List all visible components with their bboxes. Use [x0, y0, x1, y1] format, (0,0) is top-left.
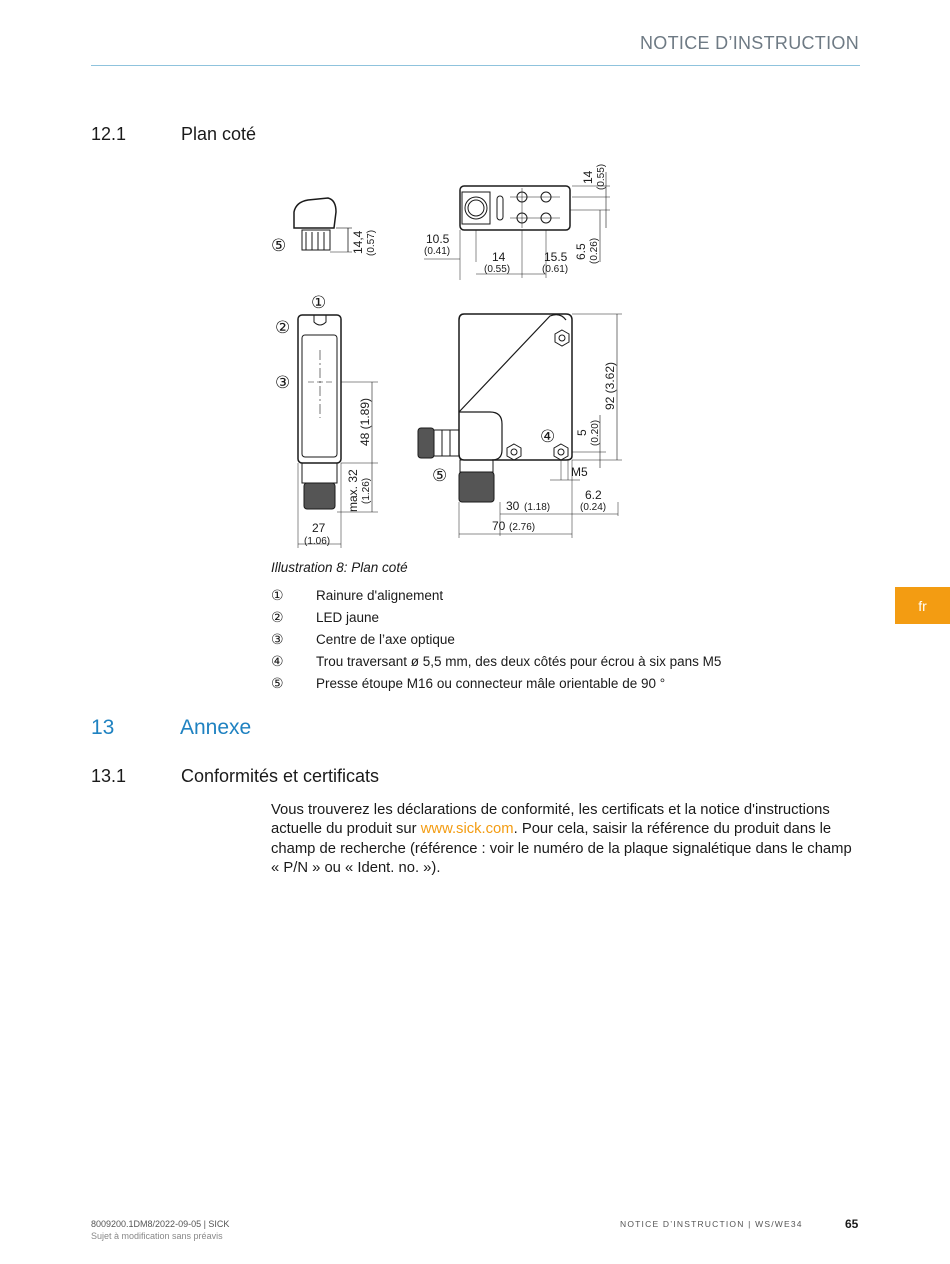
dim-m5: M5: [571, 465, 588, 479]
footer-center: NOTICE D’INSTRUCTION | WS/WE34: [620, 1219, 803, 1229]
dim-1-26: (1.26): [361, 477, 372, 504]
dim-14-top: 14: [581, 170, 595, 184]
page-number: 65: [845, 1217, 859, 1231]
sick-website-link[interactable]: www.sick.com: [420, 821, 514, 838]
legend-text: Rainure d'alignement: [316, 587, 444, 603]
legend-item: [271, 650, 721, 672]
dim-0-41: (0.41): [424, 246, 451, 257]
paragraph-text-end: . Pour cela, saisir la référence du produit dans le champ de recherche (référence : voir le numéro de la plaque signalétique dans le champ « P/N » ou « Ident. no. »).: [271, 821, 852, 876]
section-title-13-1: Conformités et certificats: [181, 766, 380, 786]
dim-0-20: (0.20): [590, 419, 601, 446]
section-number-13: 13: [91, 716, 115, 739]
dim-1-18: (1.18): [524, 502, 551, 513]
header-divider: [91, 65, 860, 66]
figure-caption: Illustration 8: Plan coté: [271, 560, 408, 575]
callout-3: ③: [275, 373, 291, 392]
dim-15-5: 15.5: [544, 250, 568, 264]
legend-item: [271, 606, 721, 628]
section-title-13: Annexe: [180, 716, 252, 739]
legend-item: [271, 628, 721, 650]
legend-text: Trou traversant ø 5,5 mm, des deux côtés pour écrou à six pans M5: [316, 653, 722, 669]
legend-number: ①: [271, 586, 284, 603]
dim-2-76: (2.76): [509, 522, 536, 533]
legend-text: Centre de l’axe optique: [316, 631, 455, 647]
dim-30: 30: [506, 499, 520, 513]
legend-item: [271, 584, 721, 606]
section-number-12-1: 12.1: [91, 124, 127, 144]
dim-70: 70: [492, 519, 506, 533]
callout-5-side: ⑤: [432, 466, 448, 485]
conformity-paragraph: [271, 801, 856, 878]
dimension-drawing: [260, 150, 660, 555]
figure-legend: [271, 584, 721, 694]
dim-0-26: (0.26): [589, 237, 600, 264]
dim-10-5: 10.5: [426, 232, 450, 246]
dim-14-bottom: 14: [492, 250, 506, 264]
dim-48: 48 (1.89): [358, 397, 372, 446]
callout-5-connector: ⑤: [271, 236, 287, 255]
footer-left: [91, 1218, 229, 1242]
callout-4: ④: [540, 427, 556, 446]
dim-max-32: max. 32: [346, 469, 360, 512]
callout-2: ②: [275, 318, 291, 337]
dim-0-24: (0.24): [580, 502, 607, 513]
legend-number: ③: [271, 630, 284, 647]
dim-1-06: (1.06): [304, 536, 331, 547]
legend-text: Presse étoupe M16 ou connecteur mâle orientable de 90 °: [316, 675, 666, 691]
legend-item: [271, 672, 721, 694]
dim-6-2: 6.2: [585, 488, 602, 502]
callout-1: ①: [311, 293, 327, 312]
section-number-13-1: 13.1: [91, 766, 127, 786]
dim-0-55b: (0.55): [484, 264, 511, 275]
dim-27: 27: [312, 521, 326, 535]
dim-14-4: 14,4: [351, 230, 365, 254]
sensor-top-view: [460, 186, 570, 230]
paragraph-text-start: Vous trouverez les déclarations de conformité, les certificats et la notice d'instructions actuelle du produit sur: [271, 802, 830, 838]
language-tab[interactable]: fr: [895, 587, 950, 624]
dim-0-61: (0.61): [542, 264, 569, 275]
section-title-12-1: Plan coté: [181, 124, 257, 144]
dim-5: 5: [575, 429, 589, 436]
legend-text: LED jaune: [316, 609, 380, 625]
dim-6-5: 6.5: [574, 243, 588, 260]
legend-number: ②: [271, 608, 284, 625]
footer-doc-id: 8009200.1DM8/2022-09-05 | SICK: [91, 1219, 230, 1229]
footer-subject: Sujet à modification sans préavis: [91, 1231, 223, 1241]
dim-0-57: (0.57): [366, 229, 377, 256]
dim-92: 92 (3.62): [603, 361, 617, 410]
header-title: NOTICE D’INSTRUCTION: [640, 33, 859, 53]
dim-0-55: (0.55): [596, 163, 607, 190]
legend-number: ④: [271, 652, 284, 669]
sensor-front-view: [298, 315, 341, 463]
legend-number: ⑤: [271, 674, 284, 691]
connector-top-view: [294, 198, 336, 228]
